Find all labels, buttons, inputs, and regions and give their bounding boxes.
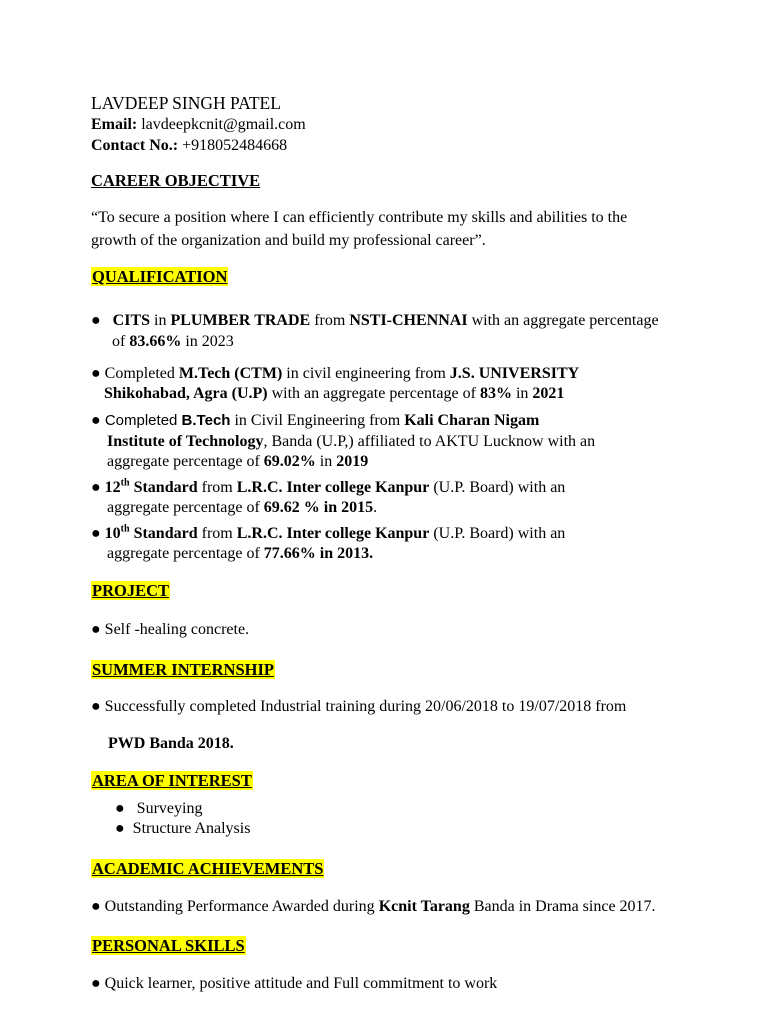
text: in bbox=[511, 385, 533, 402]
achievement-item bbox=[91, 899, 656, 915]
percentage-text: 69.62 % in 2015 bbox=[263, 499, 374, 516]
email-line bbox=[91, 117, 306, 133]
qualification-item-cits bbox=[91, 313, 659, 329]
percentage-text: 83.66% bbox=[129, 333, 182, 350]
institute-text: Kali Charan Nigam bbox=[404, 412, 540, 429]
superscript: th bbox=[120, 477, 130, 489]
standard-number: 10 bbox=[104, 525, 121, 542]
objective-line-1: “To secure a position where I can efficiently contribute my skills and abilities to the bbox=[91, 209, 628, 226]
text: ● Outstanding Performance Awarded during bbox=[91, 898, 379, 915]
text: from bbox=[197, 479, 237, 496]
internship-heading-text: SUMMER INTERNSHIP bbox=[92, 660, 274, 679]
interest-item bbox=[115, 821, 250, 837]
year-text: 2019 bbox=[336, 453, 369, 470]
text: Banda in Drama since 2017. bbox=[469, 898, 656, 915]
personal-skills-heading-text: PERSONAL SKILLS bbox=[92, 936, 245, 955]
text: (U.P. Board) with an bbox=[429, 479, 566, 496]
event-text: Kcnit Tarang bbox=[378, 898, 470, 915]
bullet: ● bbox=[115, 800, 125, 817]
qualification-heading bbox=[91, 269, 228, 286]
email-value: lavdeepkcnit@gmail.com bbox=[141, 116, 306, 133]
qualification-heading-text: QUALIFICATION bbox=[92, 267, 228, 286]
year-text: 2021 bbox=[532, 385, 565, 402]
text: aggregate percentage of bbox=[107, 453, 264, 470]
text: of bbox=[112, 333, 130, 350]
bullet: ● bbox=[91, 312, 101, 329]
text: in bbox=[150, 312, 171, 329]
interest-text: Surveying bbox=[136, 800, 203, 817]
superscript: th bbox=[120, 523, 130, 535]
bullet: ● bbox=[91, 412, 101, 429]
text: in 2023 bbox=[181, 333, 234, 350]
qualification-item-mtech bbox=[91, 366, 579, 382]
candidate-name: LAVDEEP SINGH PATEL bbox=[91, 93, 281, 113]
percentage-text: 83% bbox=[479, 385, 512, 402]
percentage-text: 77.66% in 2013. bbox=[263, 545, 374, 562]
qualification-item-12th bbox=[91, 477, 566, 496]
project-item: ● Self -healing concrete. bbox=[91, 621, 250, 638]
text: with an aggregate percentage bbox=[467, 312, 659, 329]
interest-item bbox=[115, 801, 202, 817]
text: . bbox=[373, 499, 378, 516]
qualification-item-btech bbox=[91, 413, 539, 429]
project-heading bbox=[91, 583, 170, 600]
email-label: Email: bbox=[91, 116, 138, 133]
text: with an aggregate percentage of bbox=[267, 385, 480, 402]
achievements-heading-text: ACADEMIC ACHIEVEMENTS bbox=[92, 859, 324, 878]
text: , Banda (U.P,) affiliated to AKTU Lucknow with an bbox=[263, 433, 596, 450]
internship-heading bbox=[91, 662, 275, 679]
place-text: Shikohabad, Agra (U.P) bbox=[104, 385, 268, 402]
standard-text: Standard bbox=[129, 525, 198, 542]
text: in civil engineering from bbox=[282, 365, 450, 382]
text: in bbox=[315, 453, 337, 470]
bullet: ● bbox=[91, 525, 101, 542]
institute-text: NSTI-CHENNAI bbox=[349, 312, 468, 329]
institute-text: J.S. UNIVERSITY bbox=[449, 365, 580, 382]
interest-heading bbox=[91, 773, 253, 790]
trade-text: PLUMBER TRADE bbox=[170, 312, 311, 329]
personal-skills-heading bbox=[91, 938, 246, 955]
institute-text: L.R.C. Inter college Kanpur bbox=[236, 525, 430, 542]
qualification-item-btech-line2 bbox=[107, 434, 595, 450]
text: aggregate percentage of bbox=[107, 545, 264, 562]
text: from bbox=[310, 312, 350, 329]
standard-number: 12 bbox=[104, 479, 121, 496]
bullet: ● bbox=[115, 820, 125, 837]
interest-text: Structure Analysis bbox=[132, 820, 251, 837]
contact-line bbox=[91, 138, 287, 154]
personal-skill-item: ● Quick learner, positive attitude and Full commitment to work bbox=[91, 975, 498, 992]
degree-text: M.Tech (CTM) bbox=[178, 365, 283, 382]
cits-text: CITS bbox=[112, 312, 151, 329]
institute-text: Institute of Technology bbox=[107, 433, 264, 450]
text: Completed bbox=[100, 412, 182, 429]
qualification-item-cits-line2 bbox=[112, 334, 234, 350]
institute-text: L.R.C. Inter college Kanpur bbox=[236, 479, 430, 496]
text: in Civil Engineering from bbox=[230, 412, 405, 429]
qualification-item-mtech-line2 bbox=[104, 386, 564, 402]
interest-heading-text: AREA OF INTEREST bbox=[92, 771, 252, 790]
contact-value: +918052484668 bbox=[182, 137, 288, 154]
text: from bbox=[197, 525, 237, 542]
achievements-heading bbox=[91, 861, 324, 878]
percentage-text: 69.02% bbox=[263, 453, 316, 470]
bullet: ● bbox=[91, 365, 101, 382]
project-heading-text: PROJECT bbox=[92, 581, 170, 600]
text: (U.P. Board) with an bbox=[429, 525, 566, 542]
degree-text: B.Tech bbox=[181, 412, 231, 429]
contact-label: Contact No.: bbox=[91, 137, 179, 154]
objective-line-2: growth of the organization and build my professional career”. bbox=[91, 232, 486, 249]
text: Completed bbox=[100, 365, 179, 382]
internship-line-1: ● Successfully completed Industrial training during 20/06/2018 to 19/07/2018 from bbox=[91, 698, 627, 715]
qualification-item-12th-line2 bbox=[107, 500, 377, 516]
bullet: ● bbox=[91, 479, 101, 496]
qualification-item-10th-line2 bbox=[107, 546, 373, 562]
internship-line-2: PWD Banda 2018. bbox=[108, 735, 234, 752]
career-objective-heading: CAREER OBJECTIVE bbox=[91, 171, 261, 190]
qualification-item-btech-line3 bbox=[107, 454, 368, 470]
standard-text: Standard bbox=[129, 479, 198, 496]
qualification-item-10th bbox=[91, 523, 566, 542]
text: aggregate percentage of bbox=[107, 499, 264, 516]
